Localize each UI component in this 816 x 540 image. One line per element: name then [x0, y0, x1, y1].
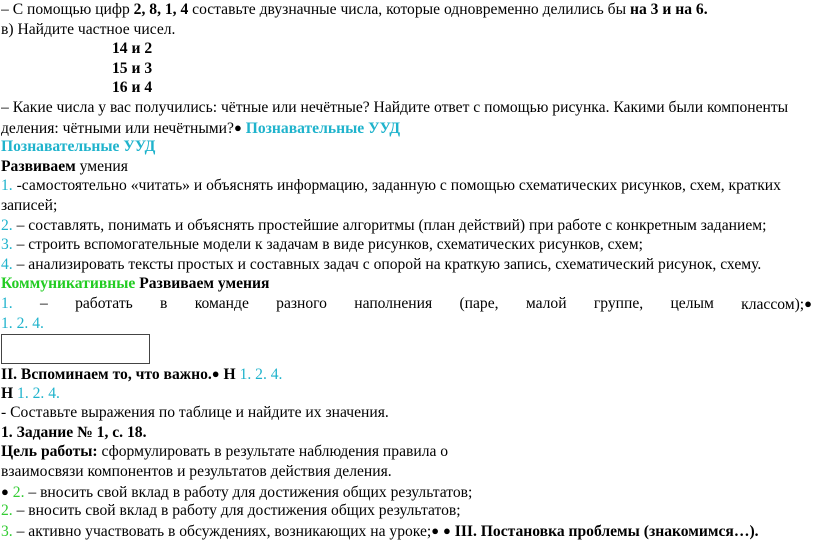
text: – С помощью цифр [1, 1, 134, 18]
pair-2: 15 и 3 [112, 59, 153, 77]
word: группе, [593, 294, 644, 312]
skill-3 [1, 235, 816, 255]
section-title: II. Вспоминаем то, что важно. [1, 366, 212, 384]
text: – вносить свой вклад в работу для достижения общих результатов; [24, 483, 473, 501]
section-2 [1, 364, 816, 384]
question-line-1: – Какие числа у вас получились: чётные или нечётные? Найдите ответ с помощью рисунка. Какими были компоненты [1, 98, 789, 116]
word: работать [75, 294, 133, 312]
word: в [160, 294, 168, 312]
skill-1-cont: записей; [1, 196, 58, 214]
goal-line [1, 442, 816, 462]
comm-refs: 1. 2. 4. [1, 314, 44, 332]
skill-1 [1, 176, 816, 196]
empty-box [1, 334, 150, 364]
bullet-icon: ● [211, 366, 220, 382]
question-line-2 [1, 118, 816, 138]
text: деления: чётными или нечётными? [1, 119, 234, 137]
goal-line-2: взаимосвязи компонентов и результатов действия деления. [1, 463, 392, 481]
bullet-icon: ● [1, 483, 9, 499]
section-2-refs [1, 384, 816, 404]
num: 1. [1, 177, 13, 195]
text: составьте двузначные числа, которые одновременно делились бы [188, 1, 630, 18]
word: классом); [741, 295, 805, 313]
word: малой [525, 294, 567, 312]
text: сформулировать в результате наблюдения правила о [97, 443, 449, 461]
word: (паре, [459, 294, 499, 312]
goal-label: Цель работы: [1, 443, 98, 461]
word: наполнения [354, 294, 433, 312]
text: – анализировать тексты простых и составных задач с опорой на краткую запись, схематический рисунок, схему. [12, 255, 762, 273]
word-with-bullet [741, 294, 812, 314]
bullet-icon: ● [233, 119, 242, 135]
result-3 [1, 521, 816, 540]
bullet-icon: ● [443, 522, 451, 538]
word: разного [276, 294, 327, 312]
text: – строить вспомогательные модели к задачам в виде рисунков, схематических рисунков, схем; [12, 236, 643, 254]
word: команде [194, 294, 249, 312]
text: – вносить свой вклад в работу для достижения общих результатов; [12, 502, 461, 520]
num: 2. [1, 216, 13, 234]
num: 4. [1, 255, 13, 273]
uud-label: Познавательные УУД [245, 119, 401, 137]
bullet-icon: ● [431, 522, 440, 538]
num: 2. [1, 502, 13, 520]
text: – составлять, понимать и объяснять простейшие алгоритмы (план действий) при работе с конкретным заданием; [12, 216, 767, 234]
skill-2 [1, 216, 816, 236]
communicative-heading [1, 274, 816, 294]
word: целым [670, 294, 714, 312]
num: 1. [1, 294, 13, 312]
pair-1: 14 и 2 [112, 40, 153, 58]
bullet-icon: ● [804, 295, 812, 311]
text: Развиваем умения [135, 275, 270, 293]
result-2 [1, 501, 816, 521]
section-3-title: III. Постановка проблемы (знакомимся…). [450, 522, 759, 540]
comm-skill-1 [1, 294, 816, 314]
task-line-2: в) Найдите частное чисел. [1, 20, 176, 38]
result-1 [1, 482, 816, 502]
pair-3: 16 и 4 [112, 79, 153, 97]
text: умения [75, 157, 128, 175]
refs: 1. 2. 4. [235, 366, 283, 384]
heading-cognitive: Познавательные УУД [1, 138, 156, 156]
text: Коммуникативные [1, 275, 136, 293]
text: Развиваем [1, 157, 76, 175]
develop-skills [1, 157, 816, 177]
task-line-1 [1, 0, 816, 20]
marker: Н [219, 366, 236, 384]
word: – [39, 294, 48, 312]
text: – активно участвовать в обсуждениях, возникающих на уроке; [12, 522, 432, 540]
task-heading: 1. Задание № 1, с. 18. [1, 423, 147, 441]
refs: 1. 2. 4. [13, 384, 60, 402]
divisors: на 3 и на 6. [629, 1, 708, 18]
num: 3. [1, 236, 13, 254]
num: 3. [1, 522, 13, 540]
marker: Н [1, 384, 14, 402]
text: -самостоятельно «читать» и объяснять информацию, заданную с помощью схематических рисунков, схем, кратких [12, 177, 781, 195]
skill-4 [1, 255, 816, 275]
digits: 2, 8, 1, 4 [133, 1, 189, 18]
table-instruction: - Составьте выражения по таблице и найдите их значения. [1, 404, 389, 422]
num: 2. [12, 483, 25, 501]
